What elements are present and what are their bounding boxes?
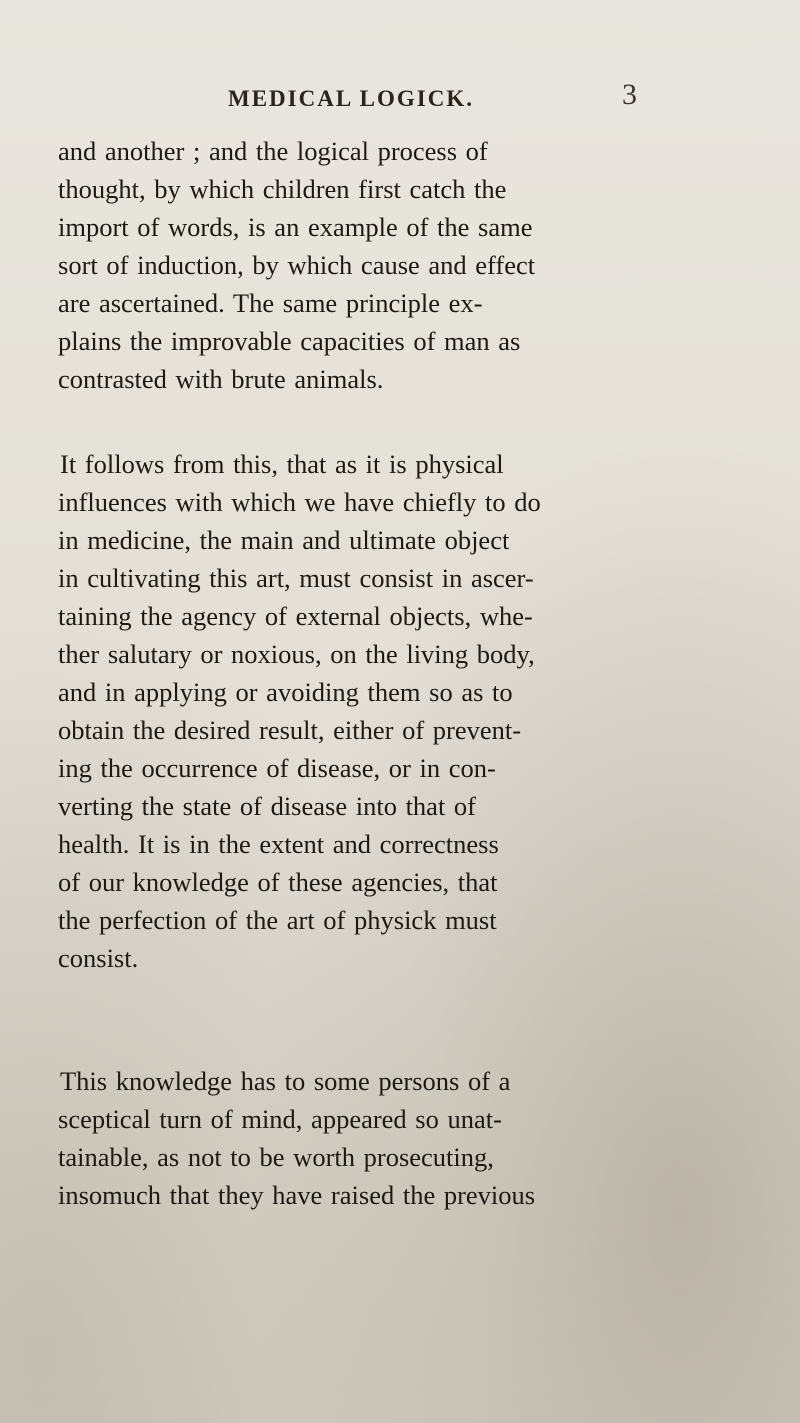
text-line: import of words, is an example of the same <box>58 212 533 242</box>
text-line: of our knowledge of these agencies, that <box>58 867 498 897</box>
text-line: verting the state of disease into that of <box>58 791 477 821</box>
text-line: taining the agency of external objects, whe- <box>58 601 533 631</box>
running-title: MEDICAL LOGICK. <box>228 86 474 111</box>
text-line: in medicine, the main and ultimate object <box>58 525 510 555</box>
text-line: It follows from this, that as it is physical <box>60 449 504 479</box>
text-line: health. It is in the extent and correctness <box>58 829 499 859</box>
text-line: plains the improvable capacities of man as <box>58 326 521 356</box>
text-line: consist. <box>58 943 139 973</box>
text-line: and in applying or avoiding them so as to <box>58 677 513 707</box>
text-line: in cultivating this art, must consist in ascer- <box>58 563 534 593</box>
text-line: thought, by which children first catch the <box>58 174 507 204</box>
text-line: This knowledge has to some persons of a <box>60 1066 511 1096</box>
text-line: and another ; and the logical process of <box>58 136 488 166</box>
text-line: are ascertained. The same principle ex- <box>58 288 483 318</box>
paragraph-2 <box>58 445 658 977</box>
text-line: ther salutary or noxious, on the living body, <box>58 639 535 669</box>
text-line: insomuch that they have raised the previous <box>58 1180 536 1210</box>
text-line: the perfection of the art of physick must <box>58 905 497 935</box>
text-line: ing the occurrence of disease, or in con- <box>58 753 496 783</box>
text-line: tainable, as not to be worth prosecuting, <box>58 1142 494 1172</box>
paragraph-3 <box>58 1062 658 1214</box>
page-number: 3 <box>622 78 637 111</box>
text-line: obtain the desired result, either of prevent- <box>58 715 522 745</box>
text-line: sort of induction, by which cause and effect <box>58 250 536 280</box>
text-line: influences with which we have chiefly to do <box>58 487 541 517</box>
text-line: contrasted with brute animals. <box>58 364 384 394</box>
text-line: sceptical turn of mind, appeared so unat- <box>58 1104 502 1134</box>
paragraph-1 <box>58 132 658 398</box>
